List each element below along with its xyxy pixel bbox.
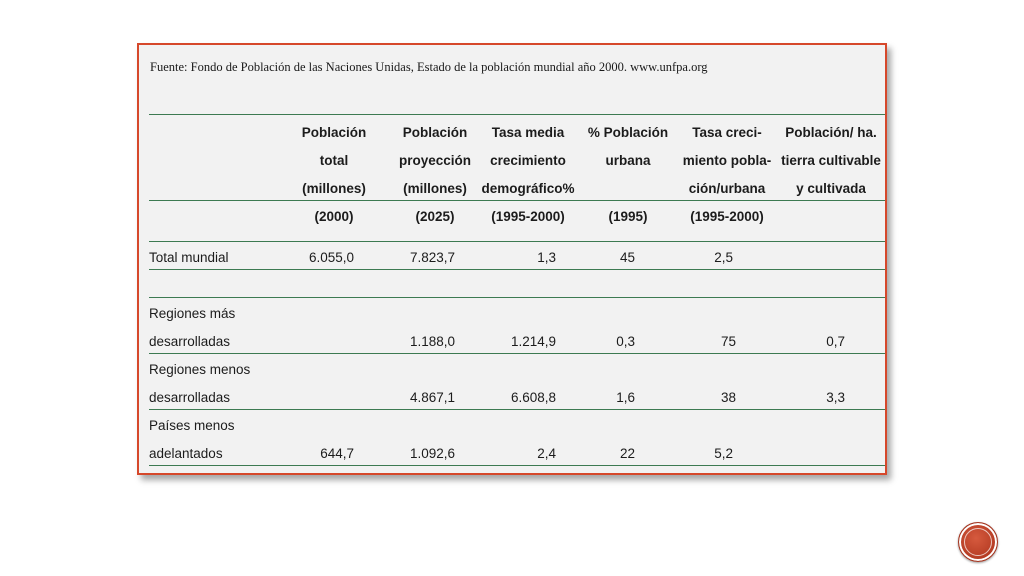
table-cell: 644,7 (320, 446, 354, 461)
table-cell: 1,3 (537, 250, 556, 265)
table-cell: 1,6 (616, 390, 635, 405)
col-header (573, 119, 683, 231)
table-cell: 2,4 (537, 446, 556, 461)
col-header-line: y cultivada (796, 181, 866, 196)
table-cell: 75 (720, 334, 736, 349)
table-cell: 1.188,0 (409, 334, 455, 349)
row-label: desarrolladas (149, 390, 231, 405)
col-header (284, 119, 384, 231)
col-header-line: demográfico% (481, 181, 575, 196)
seal-icon (958, 522, 998, 562)
row-label: Países menos (149, 418, 235, 433)
table-panel (137, 43, 887, 475)
col-header-line: total (319, 153, 349, 168)
col-header-line (573, 175, 683, 203)
col-header-period: (1995-2000) (690, 209, 764, 224)
seal-ring (964, 528, 992, 556)
col-header-line: (millones) (403, 181, 467, 196)
table-cell: 7.823,7 (409, 250, 455, 265)
col-header-period: (1995-2000) (491, 209, 565, 224)
table-cell: 2,5 (714, 250, 733, 265)
row-label: Total mundial (149, 250, 229, 265)
table-cell: 0,7 (826, 334, 845, 349)
col-header-period: (2000) (314, 209, 354, 224)
table-cell: 6.608,8 (510, 390, 556, 405)
col-header-line: miento pobla- (682, 153, 772, 168)
col-header-line: % Población (587, 125, 669, 140)
table-cell: 3,3 (826, 390, 845, 405)
table-cell: 1.092,6 (409, 446, 455, 461)
table-cell: 0,3 (616, 334, 635, 349)
table-cell: 45 (619, 250, 635, 265)
col-header-line: (millones) (302, 181, 366, 196)
table-cell: 5,2 (714, 446, 733, 461)
col-header (385, 119, 485, 231)
col-header (672, 119, 782, 231)
col-header-line: tierra cultivable (781, 153, 881, 168)
row-label: desarrolladas (149, 334, 231, 349)
col-header (775, 119, 887, 203)
table-cell: 4.867,1 (409, 390, 455, 405)
row-label: Regiones menos (149, 362, 251, 377)
col-header-line: urbana (605, 153, 651, 168)
col-header-line: Tasa media (491, 125, 565, 140)
table-cell: 38 (720, 390, 736, 405)
col-header-period: (1995) (608, 209, 648, 224)
row-label: Regiones más (149, 306, 236, 321)
source-note: Fuente: Fondo de Población de las Naciones Unidas, Estado de la población mundial año 2000. www.unfpa.org (150, 60, 708, 74)
col-header (478, 119, 578, 231)
col-header-line: ción/urbana (688, 181, 766, 196)
col-header-line: Población (402, 125, 468, 140)
col-header-line: proyección (398, 153, 472, 168)
rule-header-bottom (149, 241, 885, 242)
table-cell: 22 (619, 446, 635, 461)
col-header-line: crecimiento (490, 153, 566, 168)
rule-blank (149, 297, 885, 298)
col-header-period: (2025) (415, 209, 455, 224)
rule-top (149, 114, 885, 115)
col-header-line: Población/ ha. (785, 125, 877, 140)
col-header-line: Población (301, 125, 367, 140)
table-cell: 1.214,9 (510, 334, 556, 349)
row-label: adelantados (149, 446, 223, 461)
table-cell: 6.055,0 (308, 250, 354, 265)
col-header-line: Tasa creci- (692, 125, 762, 140)
